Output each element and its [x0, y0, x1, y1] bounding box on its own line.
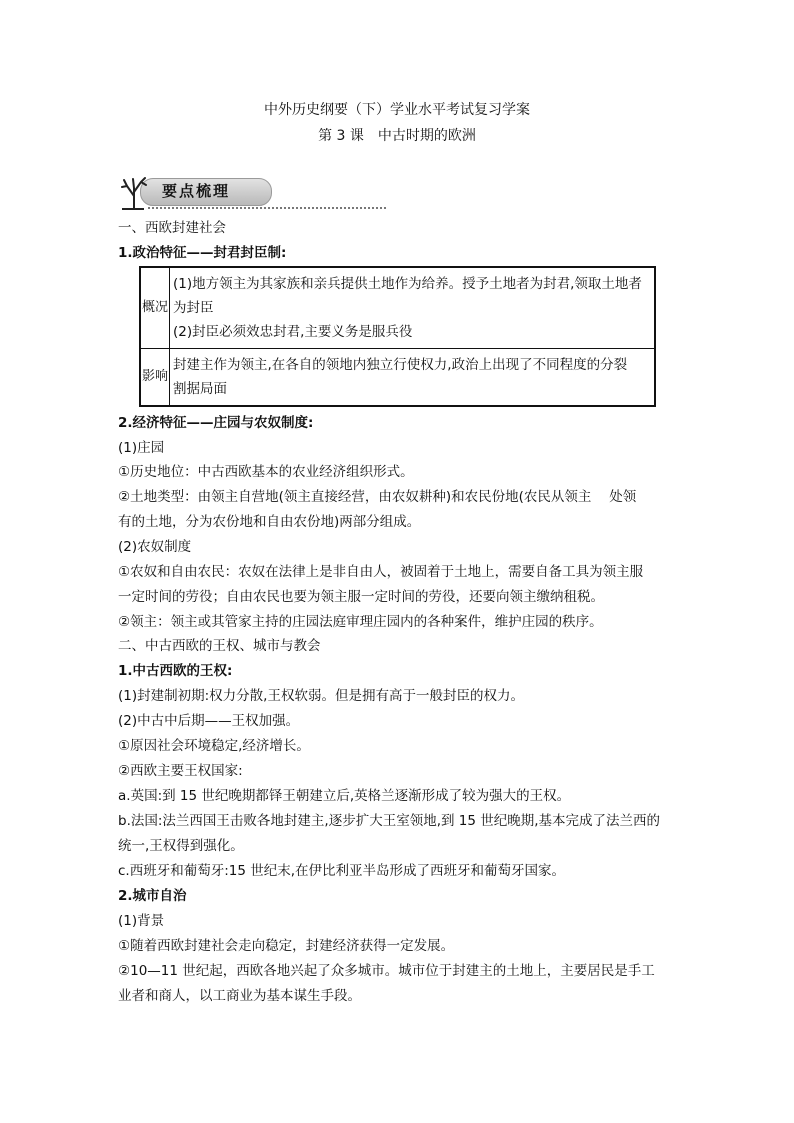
s1-manor-b1: ②土地类型：由领主自营地(领主直接经营，由农奴耕种)和农民份地(农民从领主 处领: [118, 489, 637, 505]
s1-manor-a: ①历史地位：中古西欧基本的农业经济组织形式。: [118, 464, 414, 480]
s2-late-b: ②西欧主要王权国家:: [118, 763, 243, 779]
s1-manor-heading: (1)庄园: [118, 440, 165, 456]
s1-manor-b2: 有的土地，分为农份地和自由农份地)两部分组成。: [118, 514, 421, 530]
section-1-heading: 一、西欧封建社会: [118, 220, 226, 236]
s2-early: (1)封建制初期:权力分散,王权软弱。但是拥有高于一般封臣的权力。: [118, 688, 524, 704]
table-row: [140, 349, 655, 407]
s2-city-background: (1)背景: [118, 913, 165, 929]
s2-france-2: 统一,王权得到强化。: [118, 838, 244, 854]
table-row: [140, 267, 655, 349]
row1-line2: 为封臣: [173, 300, 214, 316]
feudal-system-table: [139, 266, 656, 407]
s1-serf-heading: (2)农奴制度: [118, 539, 192, 555]
banner-label: 要点梳理: [162, 182, 231, 200]
s2-france-1: b.法国:法兰西国王击败各地封建主,逐步扩大王室领地,到 15 世纪晚期,基本完成了法兰西的: [118, 813, 661, 829]
s2-city-b1: ②10—11 世纪起，西欧各地兴起了众多城市。城市位于封建主的土地上，主要居民是手工: [118, 963, 655, 979]
s1-serf-b: ②领主：领主或其管家主持的庄园法庭审理庄园内的各种案件，维护庄园的秩序。: [118, 614, 603, 630]
s2-point-2: 2.城市自治: [118, 888, 187, 904]
section-banner: [118, 176, 272, 210]
row2-line2: 割据局面: [173, 381, 227, 397]
row-head-impact: 影响: [140, 349, 170, 407]
s2-iberia: c.西班牙和葡萄牙:15 世纪末,在伊比利亚半岛形成了西班牙和葡萄牙国家。: [118, 863, 566, 879]
section-2-heading: 二、中古西欧的王权、城市与教会: [118, 638, 321, 654]
row-body-overview: [170, 267, 656, 349]
document-title: 中外历史纲要（下）学业水平考试复习学案: [264, 102, 530, 118]
s2-england: a.英国:到 15 世纪晚期都铎王朝建立后,英格兰逐渐形成了较为强大的王权。: [118, 788, 571, 804]
row1-line3: (2)封臣必须效忠封君,主要义务是服兵役: [173, 324, 413, 340]
row-head-overview: 概况: [140, 267, 170, 349]
tree-branch-icon: [118, 176, 148, 210]
row-body-impact: [170, 349, 656, 407]
s2-city-b2: 业者和商人，以工商业为基本谋生手段。: [118, 988, 361, 1004]
s1-serf-a1: ①农奴和自由农民：农奴在法律上是非自由人，被固着于土地上，需要自备工具为领主服: [118, 564, 644, 580]
s1-point-2: 2.经济特征——庄园与农奴制度:: [118, 415, 314, 431]
row1-line1: (1)地方领主为其家族和亲兵提供土地作为给养。授予土地者为封君,领取土地者: [173, 276, 642, 292]
lesson-subtitle: 第 3 课 中古时期的欧洲: [318, 128, 476, 144]
s1-serf-a2: 一定时间的劳役；自由农民也要为领主服一定时间的劳役，还要向领主缴纳租税。: [118, 589, 604, 605]
s1-point-1: 1.政治特征——封君封臣制:: [118, 245, 287, 261]
s2-late-a: ①原因社会环境稳定,经济增长。: [118, 738, 310, 754]
banner-divider: [148, 207, 386, 209]
s2-city-a: ①随着西欧封建社会走向稳定，封建经济获得一定发展。: [118, 938, 455, 954]
s2-point-1: 1.中古西欧的王权:: [118, 663, 233, 679]
row2-line1: 封建主作为领主,在各自的领地内独立行使权力,政治上出现了不同程度的分裂: [173, 357, 628, 373]
s2-late: (2)中古中后期——王权加强。: [118, 713, 300, 729]
